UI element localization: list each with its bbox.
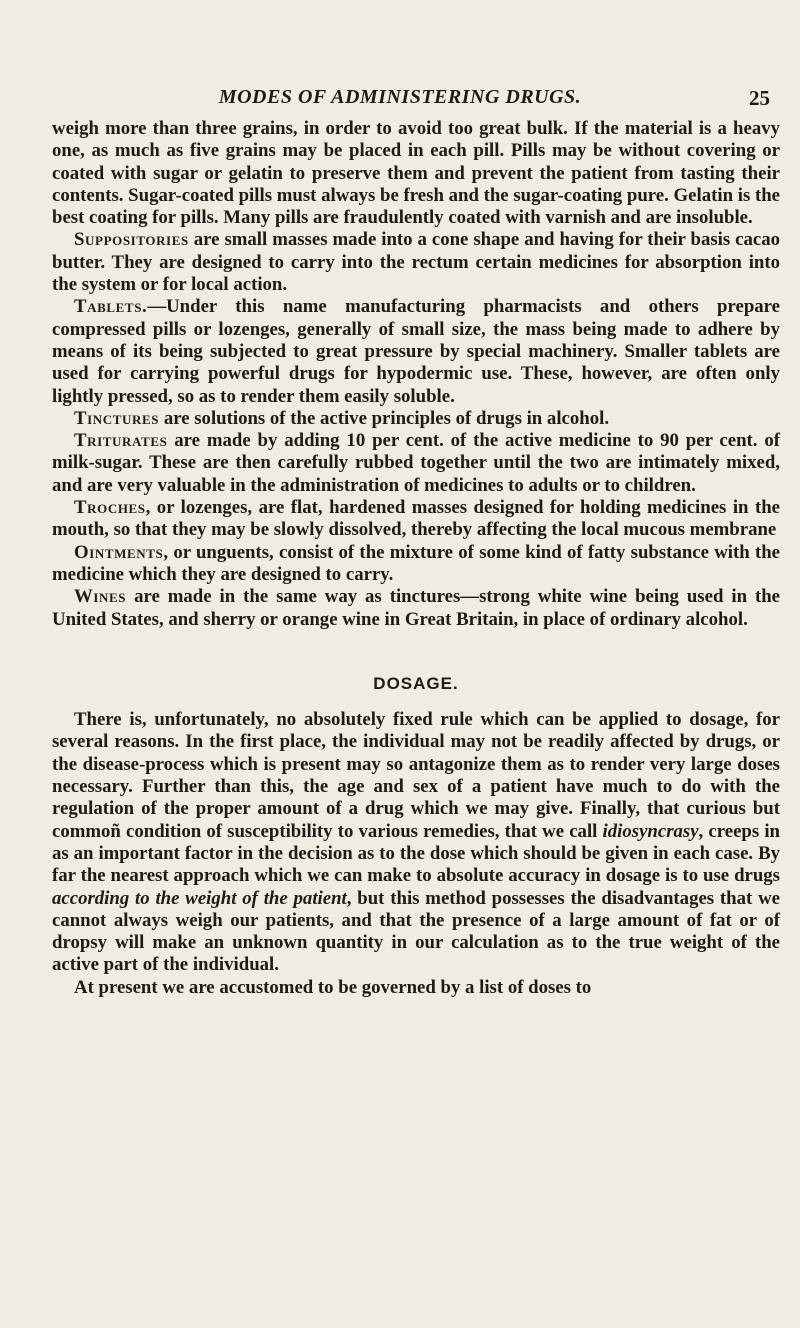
paragraph-triturates: Triturates are made by adding 10 per cent. of the active medicine to 90 per cent. of milk-sugar. These are then carefully rubbed together until the two are intimately mixed, and are very valuable in the administration of medicines to adults or to children. bbox=[52, 430, 780, 496]
term-wines: Wines bbox=[74, 586, 127, 608]
term-troches: Troches bbox=[74, 497, 146, 519]
paragraph-suppositories: Suppositories are small masses made into a cone shape and having for their basis cacao butter. They are designed to carry into the rectum certain medicines for absorption into the system or for local action. bbox=[52, 229, 780, 296]
term-tinctures: Tinctures bbox=[74, 407, 160, 429]
italic-according-to-weight: according to the weight of the patient bbox=[52, 887, 347, 909]
paragraph-wines: Wines are made in the same way as tinctures—strong white wine being used in the United States, and sherry or orange wine in Great Britain, in place of ordinary alcohol. bbox=[52, 586, 780, 630]
paragraph-ointments: Ointments, or unguents, consist of the mixture of some kind of fatty substance with the medicine which they are designed to carry. bbox=[52, 541, 780, 585]
section-heading-dosage: DOSAGE. bbox=[373, 673, 459, 693]
paragraph-tinctures: Tinctures are solutions of the active principles of drugs in alcohol. bbox=[74, 407, 610, 429]
paragraph-dosage-1: There is, unfortunately, no absolutely fixed rule which can be applied to dosage, for several reasons. In the first place, the individual may not be readily affected by drugs, or the disease-process which is present may so antagonize them as to render very large doses necessary. Further than this, the age and sex of a patient have much to do with the regulation of the proper amount of a drug which we may give. Finally, that curious but commoñ condition of susceptibility to various remedies, that we call idiosyncrasy, creeps in as an important factor in the decision as to the dose which should be given in each case. By far the nearest approach which we can make to absolute accuracy in dosage is to use drugs according to the weight of the patient, but this method possesses the disadvantages that we cannot always weigh our patients, and that the presence of a large amount of fat or of dropsy will make an unknown quantity in our calculation as to the true weight of the active part of the individual. bbox=[52, 709, 780, 976]
term-triturates: Triturates bbox=[74, 430, 168, 452]
paragraph-dosage-2: At present we are accustomed to be governed by a list of doses to bbox=[74, 976, 592, 998]
page-header bbox=[0, 86, 800, 116]
term-ointments: Ointments bbox=[74, 541, 164, 563]
term-suppositories: Suppositories bbox=[74, 229, 189, 251]
italic-idiosyncrasy: idiosyncrasy bbox=[602, 820, 699, 842]
term-tablets: Tablets. bbox=[74, 296, 148, 318]
running-title: MODES OF ADMINISTERING DRUGS. bbox=[218, 86, 582, 108]
paragraph-tablets: Tablets.—Under this name manufacturing pharmacists and others prepare compressed pills or lozenges, generally of small size, the mass being made to adhere by means of its being subjected to great pressure by special machinery. Smaller tablets are used for carrying powerful drugs for hypodermic use. These, however, are often only lightly pressed, so as to render them easily soluble. bbox=[52, 296, 780, 407]
page-number: 25 bbox=[749, 86, 770, 110]
paragraph-troches: Troches, or lozenges, are flat, hardened masses designed for holding medicines in the mouth, so that they may be slowly dissolved, thereby affecting the local mucous membrane bbox=[52, 497, 780, 541]
paragraph-pills-continued: weigh more than three grains, in order to avoid too great bulk. If the material is a heavy one, as much as five grains may be placed in each pill. Pills may be without covering or coated with sugar or gelatin to preserve them and prevent the patient from tasting their contents. Sugar-coated pills must always be fresh and the sugar-coating pure. Gelatin is the best coating for pills. Many pills are fraudulently coated with varnish and are insoluble. bbox=[52, 118, 780, 229]
body-text bbox=[52, 118, 780, 999]
